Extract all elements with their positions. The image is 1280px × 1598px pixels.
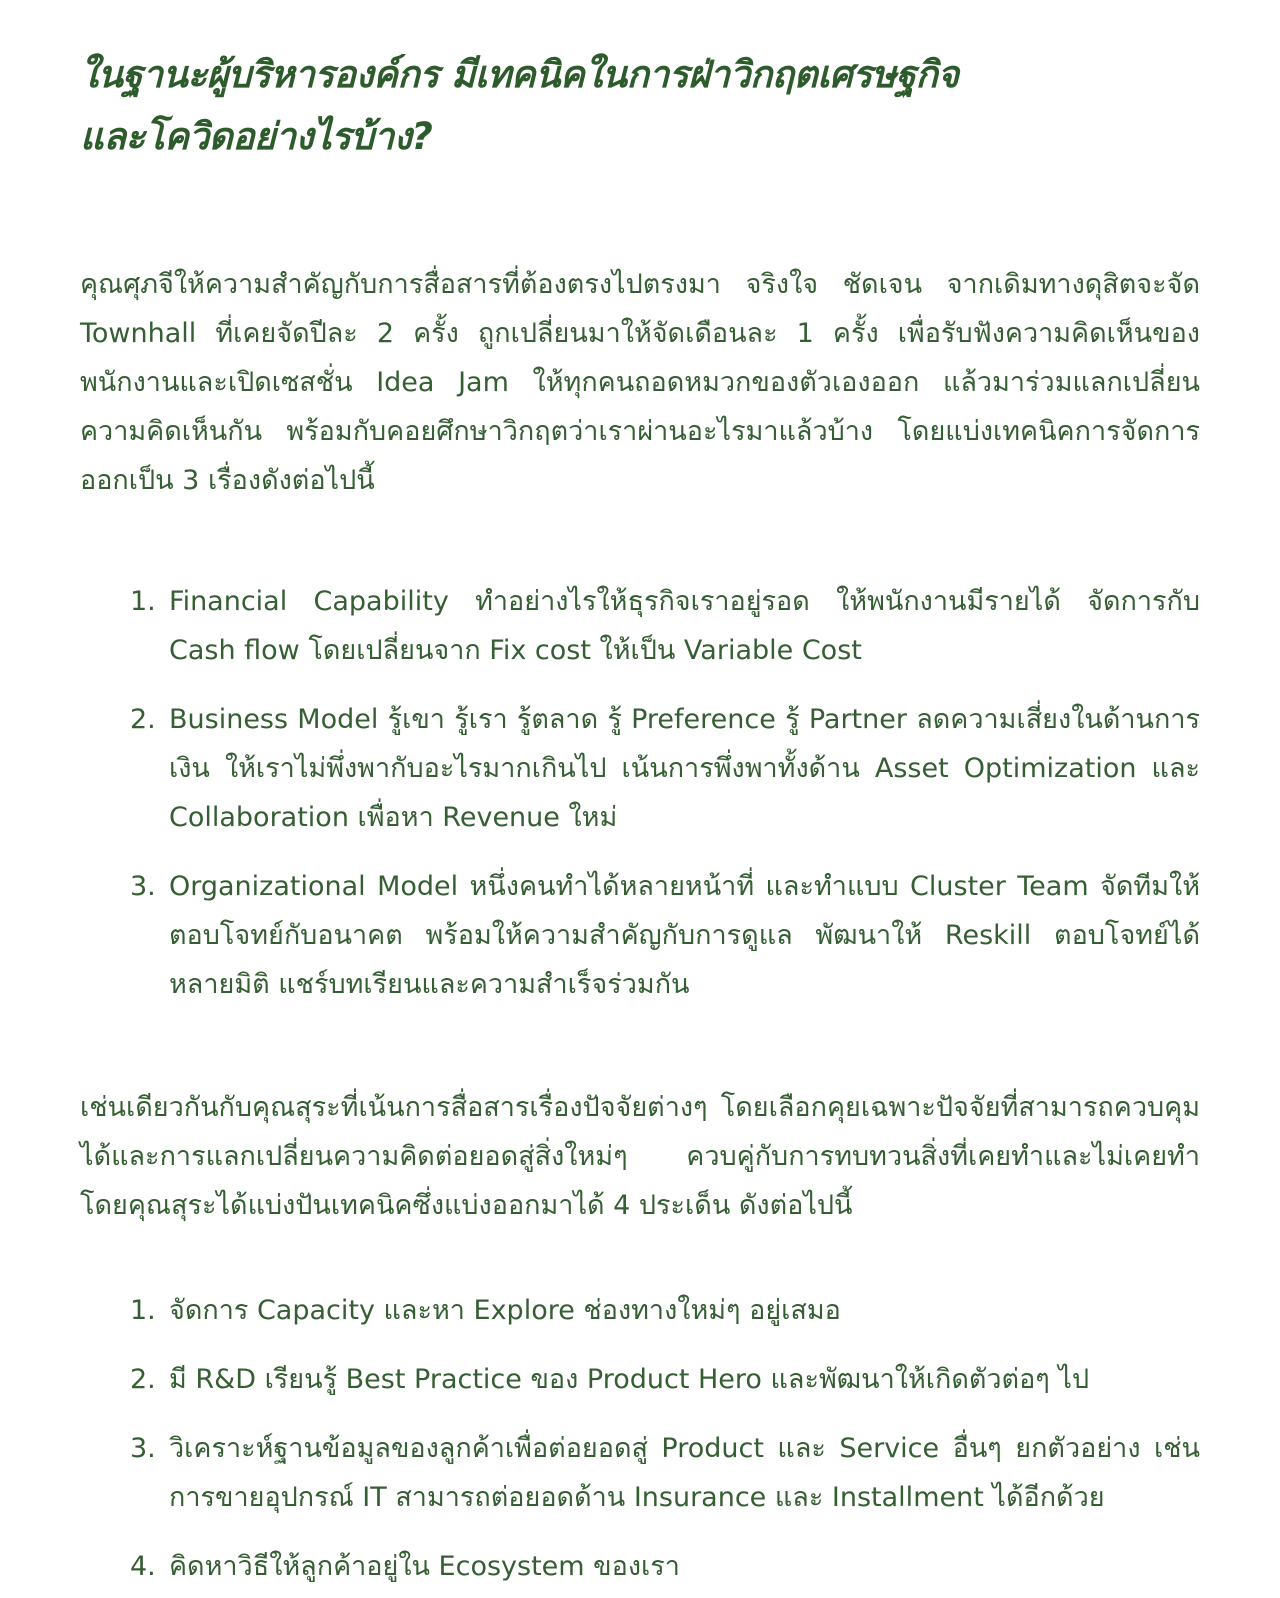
management-techniques-list [80, 577, 1200, 1009]
heading-line-2: และโควิดอย่างไรบ้าง? [80, 115, 433, 158]
list-item-text: Financial Capability ทำอย่างไรให้ธุรกิจเราอยู่รอด ให้พนักงานมีรายได้ จัดการกับ Cash flow โดยเปลี่ยนจาก Fix cost ให้เป็น Variable Cost [169, 586, 1200, 666]
article-heading [80, 44, 1200, 168]
list-item-text: วิเคราะห์ฐานข้อมูลของลูกค้าเพื่อต่อยอดสู่ Product และ Service อื่นๆ ยกตัวอย่าง เช่น การขายอุปกรณ์ IT สามารถต่อยอดด้าน Insurance และ Installment ได้อีกด้วย [169, 1433, 1200, 1513]
list-item [130, 1542, 1200, 1591]
heading-line-1: ในฐานะผู้บริหารองค์กร มีเทคนิคในการฝ่าวิกฤตเศรษฐกิจ [80, 53, 959, 96]
list-item [130, 1424, 1200, 1522]
list-item [130, 1286, 1200, 1335]
list-item-text: Organizational Model หนึ่งคนทำได้หลายหน้าที่ และทำแบบ Cluster Team จัดทีมให้ตอบโจทย์กับอนาคต พร้อมให้ความสำคัญกับการดูแล พัฒนาให้ Reskill ตอบโจทย์ได้หลายมิติ แชร์บทเรียนและความสำเร็จร่วมกัน [169, 871, 1200, 1000]
list-item-text: มี R&D เรียนรู้ Best Practice ของ Product Hero และพัฒนาให้เกิดตัวต่อๆ ไป [169, 1364, 1090, 1395]
list-number: 3. [130, 1433, 156, 1464]
list-number: 4. [130, 1551, 156, 1582]
list-number: 2. [130, 1364, 156, 1395]
list-number: 3. [130, 871, 156, 902]
intro-paragraph: คุณศุภจีให้ความสำคัญกับการสื่อสารที่ต้องตรงไปตรงมา จริงใจ ชัดเจน จากเดิมทางดุสิตจะจัด Townhall ที่เคยจัดปีละ 2 ครั้ง ถูกเปลี่ยนมาให้จัดเดือนละ 1 ครั้ง เพื่อรับฟังความคิดเห็นของพนักงานและเปิดเซสชั่น Idea Jam ให้ทุกคนถอดหมวกของตัวเองออก แล้วมาร่วมแลกเปลี่ยนความคิดเห็นกัน พร้อมกับคอยศึกษาวิกฤตว่าเราผ่านอะไรมาแล้วบ้าง โดยแบ่งเทคนิคการจัดการออกเป็น 3 เรื่องดังต่อไปนี้ [80, 269, 1200, 496]
list-item-text: Business Model รู้เขา รู้เรา รู้ตลาด รู้ Preference รู้ Partner ลดความเสี่ยงในด้านการเงิน ให้เราไม่พึ่งพากับอะไรมากเกินไป เน้นการพึ่งพาทั้งด้าน Asset Optimization และ Collaboration เพื่อหา Revenue ใหม่ [169, 704, 1200, 833]
list-number: 1. [130, 586, 156, 617]
list-number: 1. [130, 1295, 156, 1326]
list-item-text: จัดการ Capacity และหา Explore ช่องทางใหม่ๆ อยู่เสมอ [169, 1295, 841, 1326]
list-item [130, 1355, 1200, 1404]
list-item [130, 862, 1200, 1009]
second-paragraph: เช่นเดียวกันกับคุณสุระที่เน้นการสื่อสารเรื่องปัจจัยต่างๆ โดยเลือกคุยเฉพาะปัจจัยที่สามารถควบคุมได้และการแลกเปลี่ยนความคิดต่อยอดสู่สิ่งใหม่ๆ ควบคู่กับการทบทวนสิ่งที่เคยทำและไม่เคยทำ โดยคุณสุระได้แบ่งปันเทคนิคซึ่งแบ่งออกมาได้ 4 ประเด็น ดังต่อไปนี้ [80, 1092, 1200, 1221]
list-item [130, 577, 1200, 675]
list-item-text: คิดหาวิธีให้ลูกค้าอยู่ใน Ecosystem ของเรา [169, 1551, 680, 1582]
business-techniques-list [80, 1286, 1200, 1591]
list-item [130, 695, 1200, 842]
list-number: 2. [130, 704, 156, 735]
